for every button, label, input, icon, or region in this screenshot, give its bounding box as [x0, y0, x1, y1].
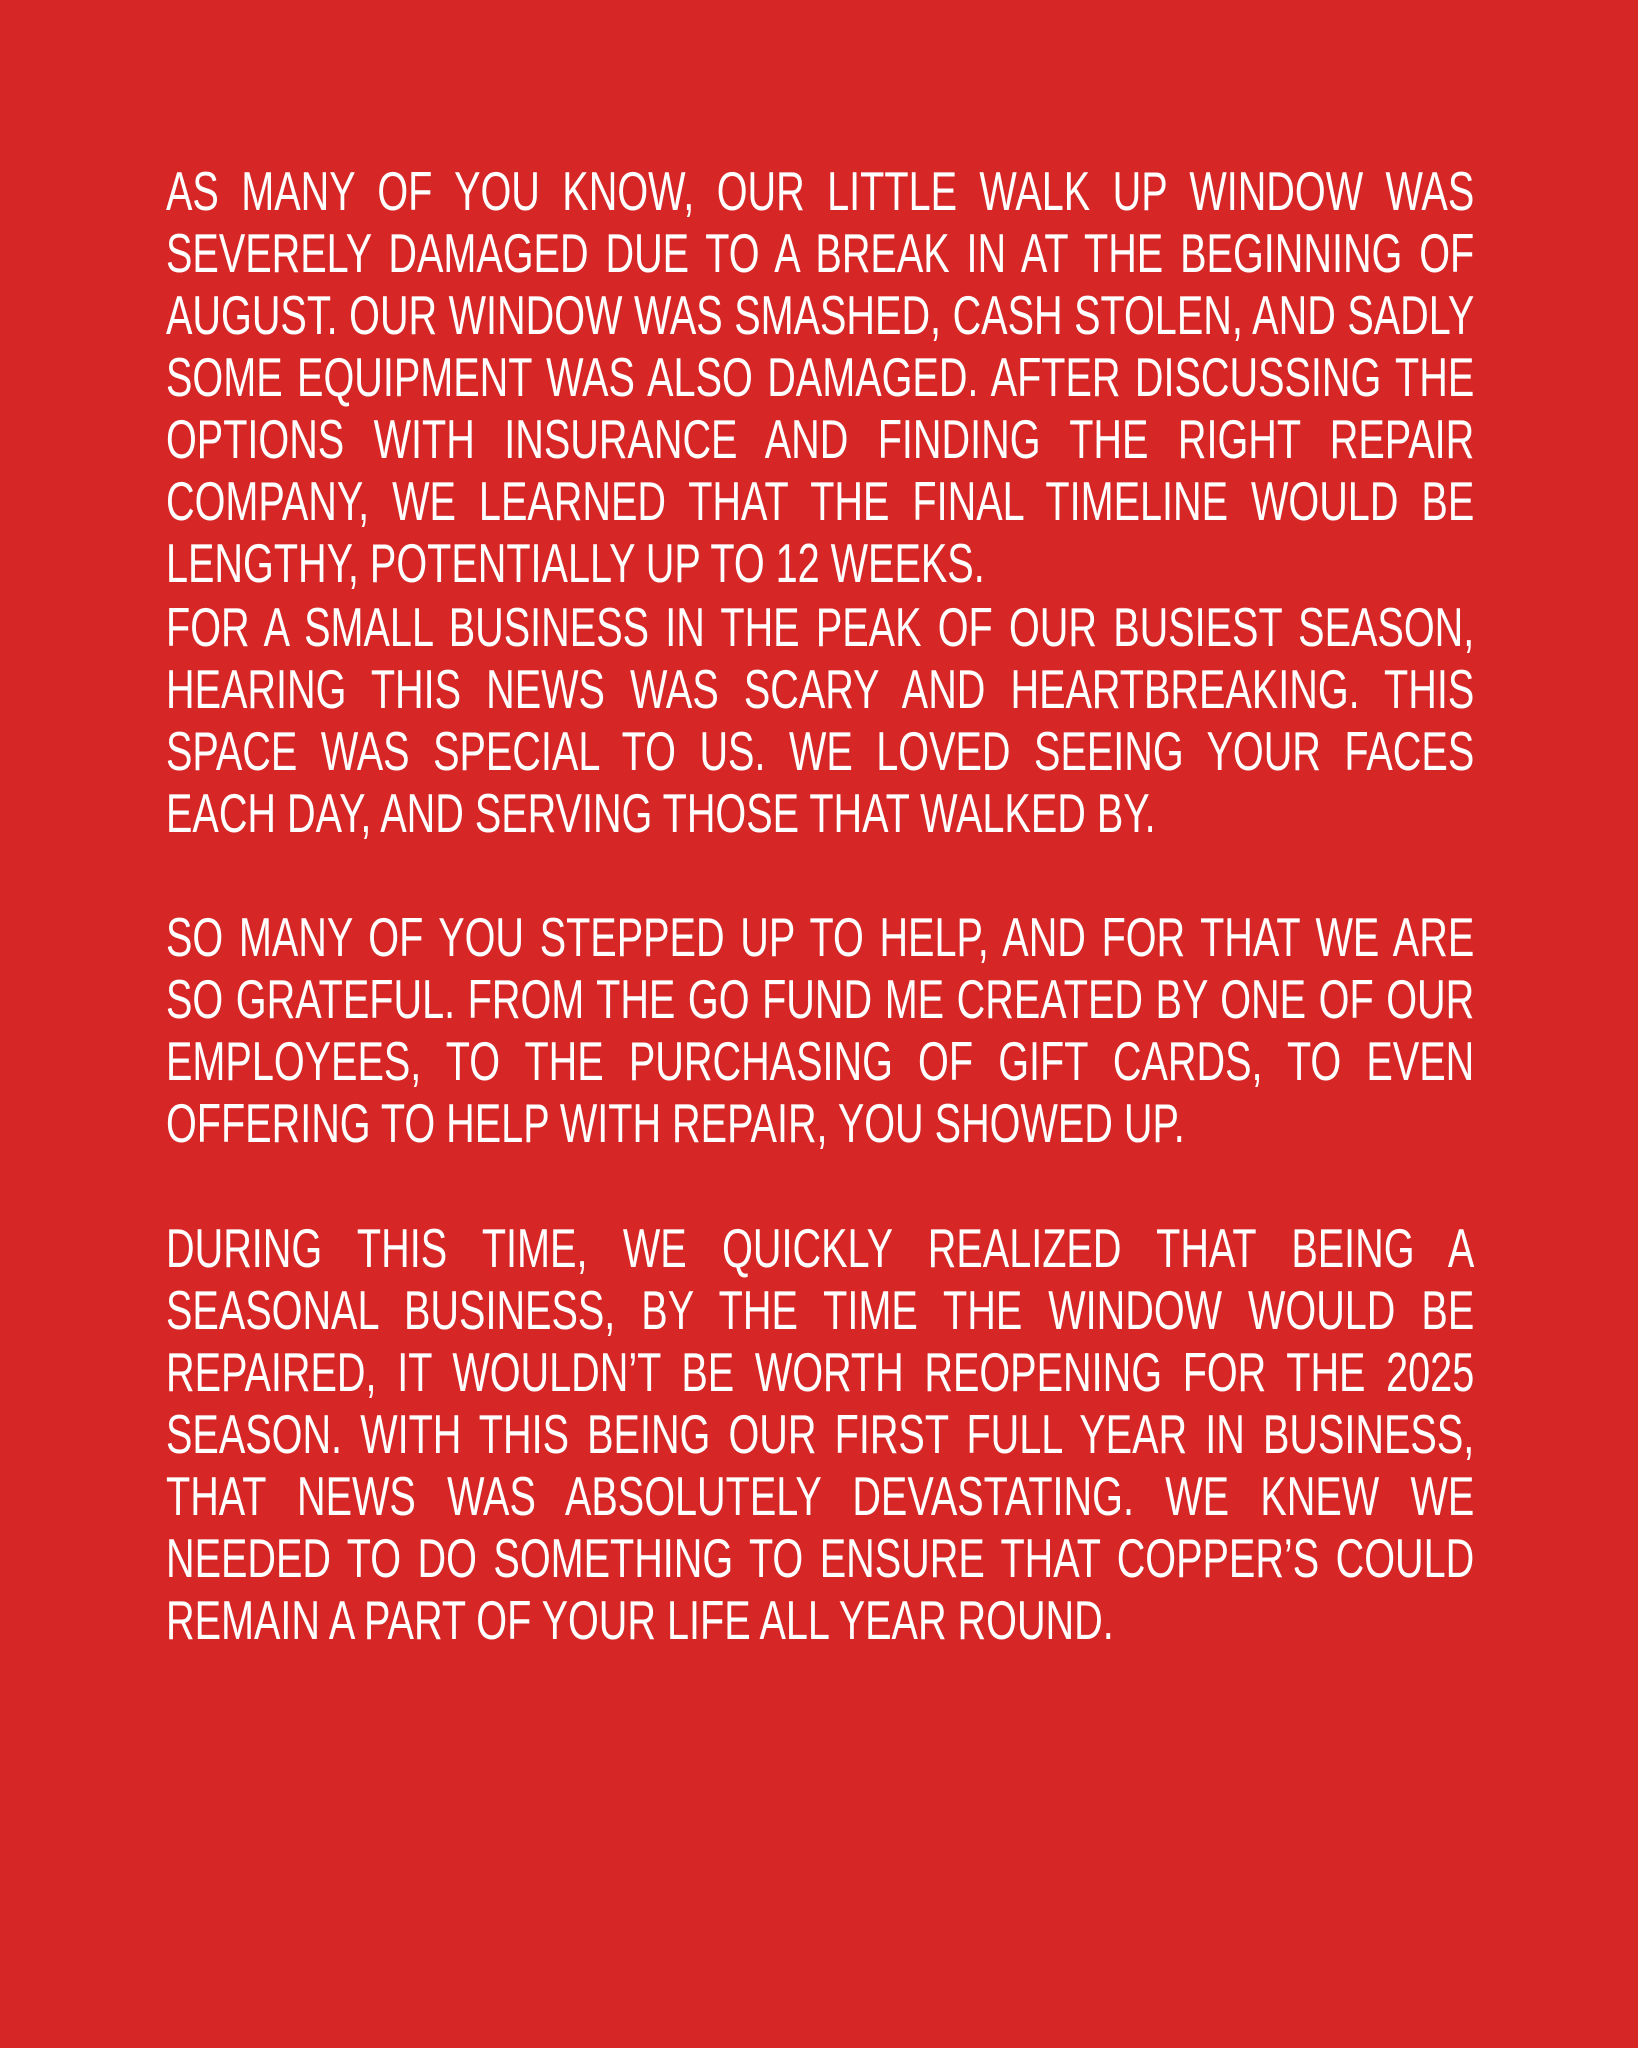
paragraph-break-in: AS MANY OF YOU KNOW, OUR LITTLE WALK UP WINDOW WAS SEVERELY DAMAGED DUE TO A BREAK IN AT THE BEGINNING OF AUGUST. OUR WINDOW WAS SMASHED, CASH STOLEN, AND SADLY SOME EQUIPMENT WAS ALSO DAMAGED. AFTER DISCUSSING THE OPTIONS WITH INSURANCE AND FINDING THE RIGHT REPAIR COMPANY, WE LEARNED THAT THE FINAL TIMELINE WOULD BE LENGTHY, POTENTIALLY UP TO 12 WEEKS.: [166, 160, 1475, 594]
paragraph-season-decision: DURING THIS TIME, WE QUICKLY REALIZED THAT BEING A SEASONAL BUSINESS, BY THE TIME THE WINDOW WOULD BE REPAIRED, IT WOULDN’T BE WORTH REOPENING FOR THE 2025 SEASON. WITH THIS BEING OUR FIRST FULL YEAR IN BUSINESS, THAT NEWS WAS ABSOLUTELY DEVASTATING. WE KNEW WE NEEDED TO DO SOMETHING TO ENSURE THAT COPPER’S COULD REMAIN A PART OF YOUR LIFE ALL YEAR ROUND.: [166, 1217, 1475, 1651]
paragraph-small-business: FOR A SMALL BUSINESS IN THE PEAK OF OUR BUSIEST SEASON, HEARING THIS NEWS WAS SCARY AND HEARTBREAKING. THIS SPACE WAS SPECIAL TO US. WE LOVED SEEING YOUR FACES EACH DAY, AND SERVING THOSE THAT WALKED BY.: [166, 596, 1475, 844]
paragraph-gratitude: SO MANY OF YOU STEPPED UP TO HELP, AND FOR THAT WE ARE SO GRATEFUL. FROM THE GO FUND ME CREATED BY ONE OF OUR EMPLOYEES, TO THE PURCHASING OF GIFT CARDS, TO EVEN OFFERING TO HELP WITH REPAIR, YOU SHOWED UP.: [166, 906, 1475, 1154]
